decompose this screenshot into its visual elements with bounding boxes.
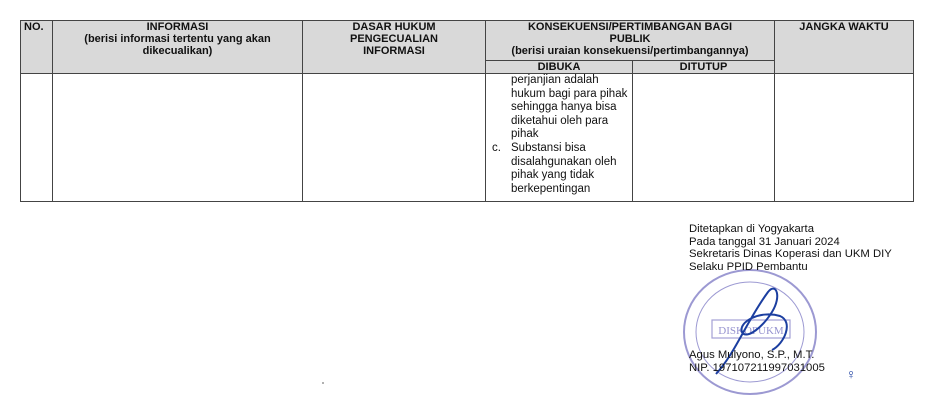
- exception-table: [20, 20, 914, 202]
- cell-ditutup: [633, 74, 775, 202]
- signer-nip: NIP. 197107211997031005: [689, 361, 825, 374]
- header-dibuka: DIBUKA: [486, 61, 633, 74]
- signature-block: [689, 223, 892, 375]
- list-item-text: perjanjian adalah hukum bagi para pihak sehingga hanya bisa diketahui oleh para pihak: [511, 74, 628, 141]
- stamp-center-text: DISKOPUKM: [718, 325, 784, 337]
- list-marker: [492, 74, 511, 142]
- header-informasi-line2: (berisi informasi tertentu yang akan: [84, 33, 271, 45]
- header-konsekuensi: [486, 21, 775, 61]
- list-item: [492, 142, 629, 196]
- cell-no: [21, 74, 53, 202]
- header-no: NO.: [21, 21, 53, 74]
- header-dasar-hukum: [303, 21, 486, 74]
- cell-jangka-waktu: [775, 74, 914, 202]
- cell-informasi: [53, 74, 303, 202]
- paraf-mark: ♀: [845, 366, 856, 382]
- sig-line-date: Pada tanggal 31 Januari 2024: [689, 235, 840, 248]
- header-jangka-waktu: JANGKA WAKTU: [775, 21, 914, 74]
- header-informasi: [53, 21, 303, 74]
- list-item: [492, 74, 629, 142]
- header-dasar-hukum-line3: INFORMASI: [363, 45, 425, 57]
- list-marker: c.: [492, 141, 501, 154]
- header-konsekuensi-line1: KONSEKUENSI/PERTIMBANGAN BAGI: [527, 21, 733, 33]
- sig-line-position: Sekretaris Dinas Koperasi dan UKM DIY: [689, 248, 892, 261]
- header-ditutup: DITUTUP: [633, 61, 775, 74]
- table-row: [21, 74, 914, 202]
- header-informasi-line3: dikecualikan): [142, 45, 213, 57]
- header-konsekuensi-line2: PUBLIK: [609, 33, 651, 45]
- header-dasar-hukum-line2: PENGECUALIAN: [349, 33, 438, 45]
- sig-line-role: Selaku PPID Pembantu: [689, 260, 808, 273]
- cell-dibuka: [486, 74, 633, 202]
- list-item-text: Substansi bisa disalahgunakan oleh pihak yang tidak berkepentingan: [511, 141, 617, 195]
- header-konsekuensi-line3: (berisi uraian konsekuensi/pertimbangannya): [511, 45, 749, 57]
- dibuka-list: [489, 74, 629, 196]
- header-dasar-hukum-line1: DASAR HUKUM: [352, 21, 436, 33]
- signer-name: Agus Mulyono, S.P., M.T.: [689, 349, 815, 362]
- sig-line-place: Ditetapkan di Yogyakarta: [689, 223, 814, 235]
- cell-dasar-hukum: [303, 74, 486, 202]
- scan-speck: [322, 382, 324, 384]
- header-informasi-line1: INFORMASI: [146, 21, 209, 33]
